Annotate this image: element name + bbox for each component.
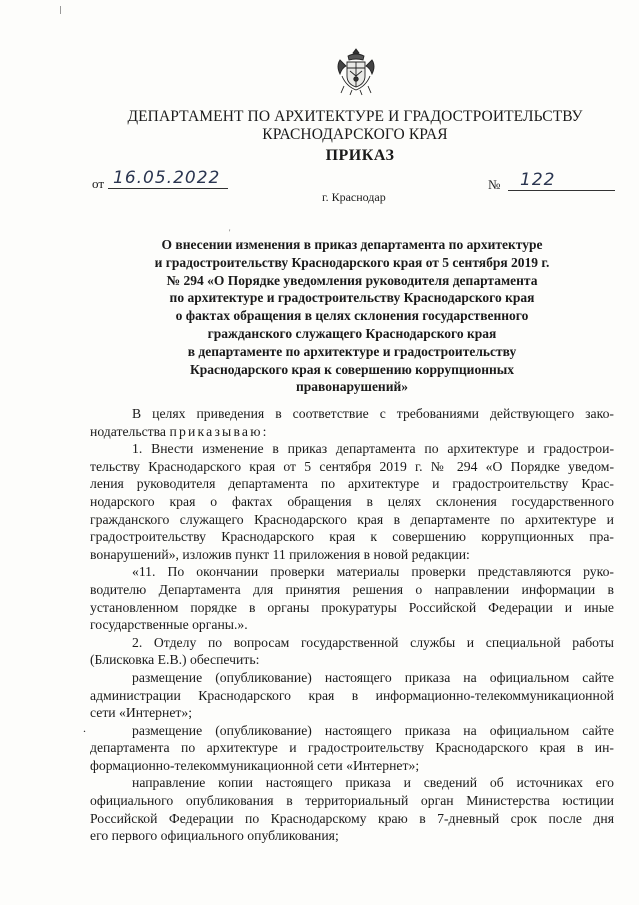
order-date-handwritten: 16.05.2022 xyxy=(113,168,221,188)
subject-line: по архитектуре и градостроительству Краснодарского края xyxy=(169,290,535,306)
body-line: размещение (опубликование) настоящего приказа на официальном сайте xyxy=(132,722,614,738)
body-text: : xyxy=(262,423,267,439)
coat-of-arms-emblem xyxy=(334,46,378,96)
subject-line: правонарушений» xyxy=(295,379,409,395)
body-line: сети «Интернет»; xyxy=(90,705,193,721)
date-prefix: от xyxy=(92,176,105,191)
body-text: нодательства xyxy=(90,423,170,439)
body-line: формационно-телекоммуникационной сети «Интернет»; xyxy=(90,757,420,773)
bullet-2 xyxy=(90,722,614,775)
subject-line: Краснодарского края к совершению коррупционных xyxy=(189,361,515,377)
body-line: вонарушений», изложив пункт 11 приложения в новой редакции: xyxy=(90,546,470,562)
body-line: (Блисковка Е.В.) обеспечить: xyxy=(90,652,260,668)
subject-line: № 294 «О Порядке уведомления руководителя департамента xyxy=(166,272,538,288)
body-line: департамента по архитектуре и градостроительству Краснодарского края в ин- xyxy=(90,740,614,756)
body-line: градостроительству Краснодарского края к совершению коррупционных пра- xyxy=(90,529,614,545)
body-line: государственные органы.». xyxy=(90,617,248,633)
city: г. Краснодар xyxy=(322,190,386,204)
body-line: направление копии настоящего приказа и сведений об источниках его xyxy=(132,775,614,791)
number-prefix: № xyxy=(488,177,501,192)
paragraph-2 xyxy=(90,634,614,669)
paragraph-11-quote xyxy=(90,563,614,633)
subject-line: гражданского служащего Краснодарского края xyxy=(207,325,497,341)
body-line: водителю Департамента для принятия решения о направлении информации в xyxy=(90,581,614,597)
body-line: Российской Федерации по Краснодарскому краю в 7-дневный срок после дня xyxy=(90,810,614,826)
body-line: нодарского края о фактах обращения в целях склонения государственного xyxy=(90,493,614,509)
scan-dot: . xyxy=(83,721,86,735)
body-line xyxy=(90,423,614,441)
subject-line: О внесении изменения в приказ департамента по архитектуре xyxy=(161,237,543,252)
body-line: тельству Краснодарского края от 5 сентября 2019 г. № 294 «О Порядке уведом- xyxy=(90,458,614,474)
date-underline xyxy=(108,188,228,189)
order-body xyxy=(90,405,614,845)
subject-line: и градостроительству Краснодарского края от 5 сентября 2019 г. xyxy=(154,254,550,270)
body-line: ления руководителя департамента по архитектуре и градостроительству Крас- xyxy=(90,476,614,492)
body-line: гражданского служащего Краснодарского края в департаменте по архитектуре и xyxy=(90,511,614,527)
order-number-handwritten: 122 xyxy=(520,170,556,190)
bullet-3 xyxy=(90,774,614,844)
body-line: установленном порядке в органы прокуратуры Российской Федерации и иные xyxy=(90,599,614,615)
body-line: официального опубликования в территориальный орган Министерства юстиции xyxy=(90,793,614,809)
body-line: администрации Краснодарского края в информационно-телекоммуникационной xyxy=(90,687,614,703)
bullet-1 xyxy=(90,669,614,722)
body-line: размещение (опубликование) настоящего приказа на официальном сайте xyxy=(132,669,614,685)
body-line: 2. Отделу по вопросам государственной службы и специальной работы xyxy=(132,634,614,650)
scan-mark xyxy=(60,6,61,14)
subject-line: в департаменте по архитектуре и градостроительству xyxy=(187,343,517,359)
paragraph-1 xyxy=(90,440,614,563)
body-line: его первого официального опубликования; xyxy=(90,828,339,844)
body-line: В целях приведения в соответствие с требованиями действующего зако- xyxy=(132,406,614,421)
order-title: ПРИКАЗ xyxy=(325,147,395,164)
body-line: 1. Внести изменение в приказ департамента по архитектуре и градострои- xyxy=(132,441,614,457)
body-line: «11. По окончании проверки материалы проверки представляются руко- xyxy=(132,564,614,580)
spaced-keyword: приказываю xyxy=(169,423,263,439)
subject-line: о фактах обращения в целях склонения государственного xyxy=(175,308,529,324)
intro-paragraph xyxy=(90,405,614,440)
scan-speck: ' xyxy=(229,228,231,237)
department-name-line1: ДЕПАРТАМЕНТ ПО АРХИТЕКТУРЕ И ГРАДОСТРОИТЕЛЬСТВУ xyxy=(127,108,583,125)
department-name-line2: КРАСНОДАРСКОГО КРАЯ xyxy=(262,126,448,143)
order-subject xyxy=(100,236,604,396)
number-underline xyxy=(508,190,615,191)
